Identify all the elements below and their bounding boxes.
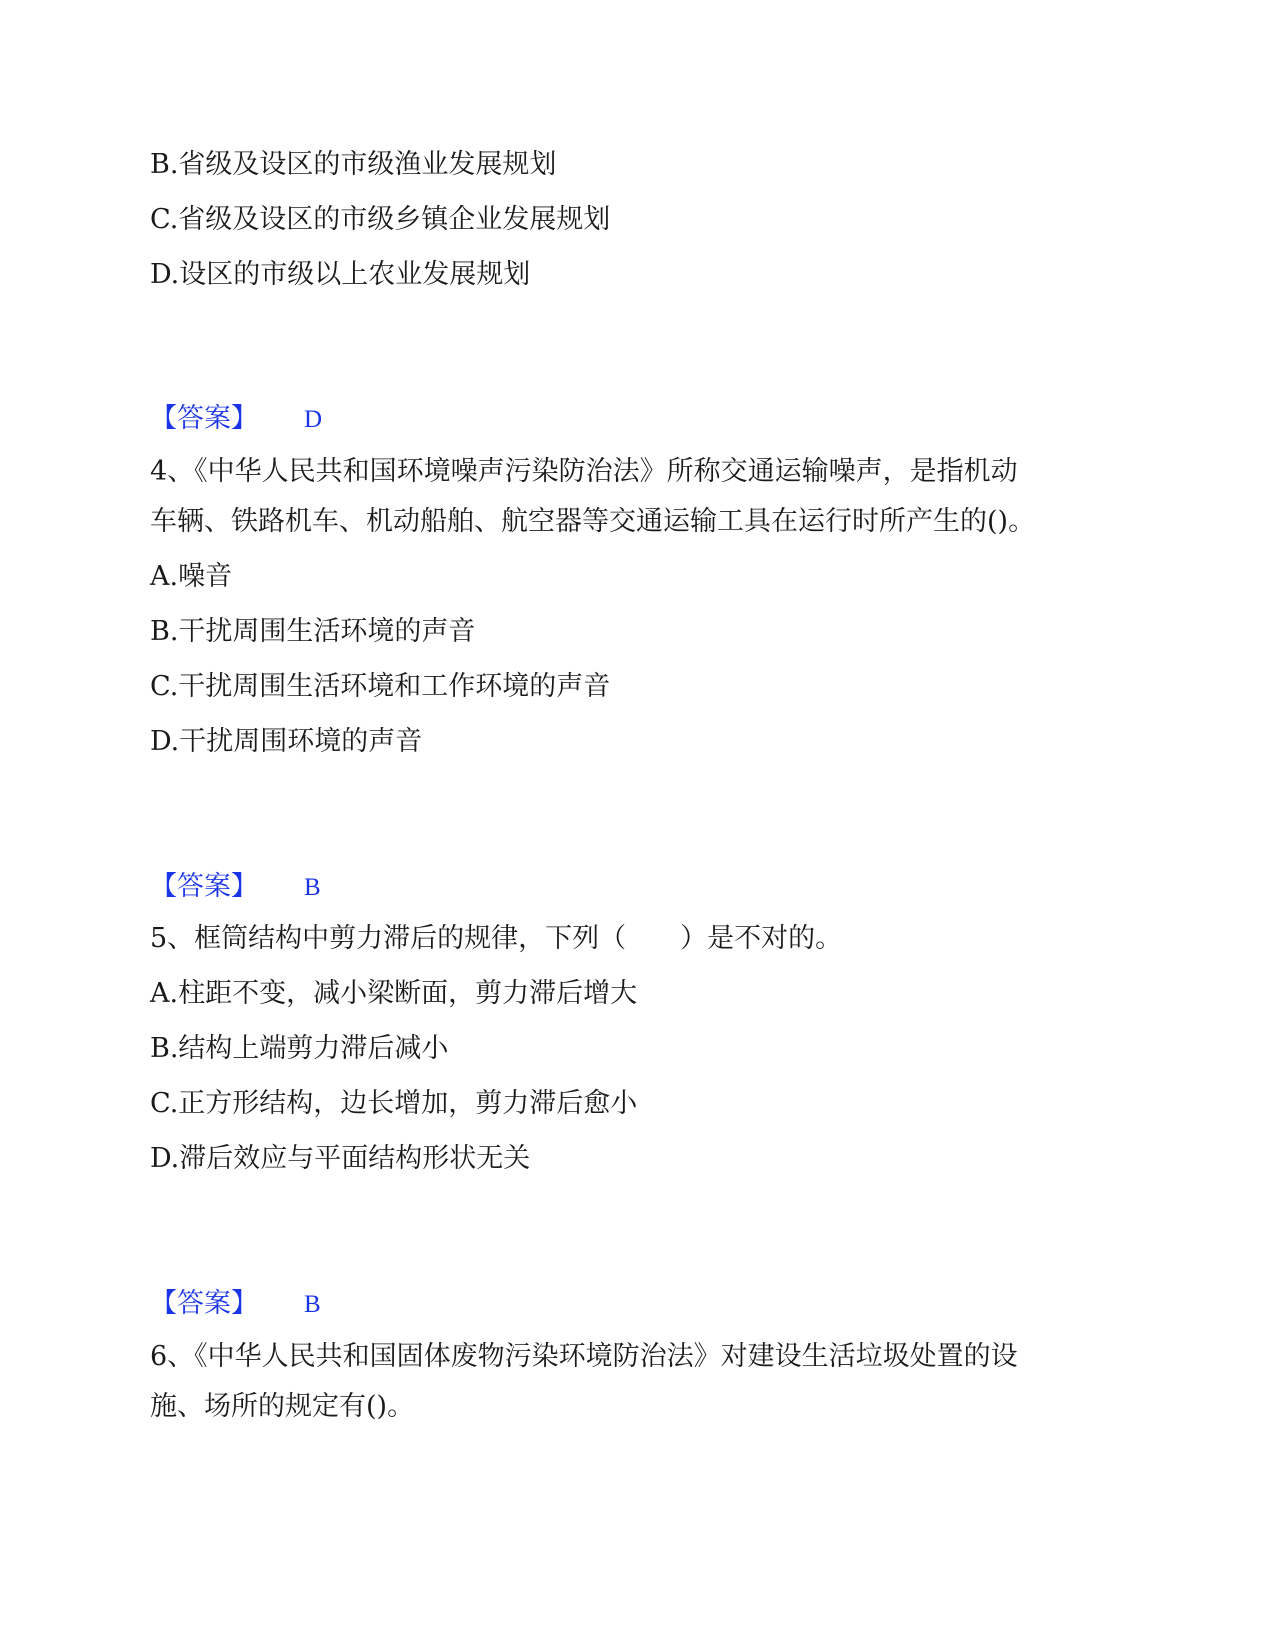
q5-answer	[150, 1287, 321, 1322]
q5-option-d: D.滞后效应与平面结构形状无关	[150, 1143, 531, 1174]
q4-option-d: D.干扰周围环境的声音	[150, 726, 423, 757]
q3-option-b: B.省级及设区的市级渔业发展规划	[150, 149, 557, 180]
q5-answer-label: 【答案】	[150, 1288, 258, 1319]
q3-answer-value: D	[304, 406, 323, 433]
q4-answer-value: B	[304, 874, 321, 901]
q3-answer-label: 【答案】	[150, 403, 258, 434]
q5-option-a: A.柱距不变，减小梁断面，剪力滞后增大	[150, 978, 638, 1009]
q3-answer	[150, 402, 322, 437]
q4-answer	[150, 870, 321, 905]
q6-stem-line1: 6、《中华人民共和国固体废物污染环境防治法》对建设生活垃圾处置的设	[150, 1341, 1018, 1372]
q5-answer-value: B	[304, 1291, 321, 1318]
q4-option-c: C.干扰周围生活环境和工作环境的声音	[150, 671, 611, 702]
q5-stem: 5、框筒结构中剪力滞后的规律，下列（ ）是不对的。	[150, 923, 843, 954]
q4-stem-line2: 车辆、铁路机车、机动船舶、航空器等交通运输工具在运行时所产生的()。	[150, 506, 1036, 537]
q4-option-b: B.干扰周围生活环境的声音	[150, 616, 476, 647]
q4-option-a: A.噪音	[150, 561, 233, 592]
q3-option-d: D.设区的市级以上农业发展规划	[150, 259, 531, 290]
q5-option-c: C.正方形结构，边长增加，剪力滞后愈小	[150, 1088, 638, 1119]
q6-stem-line2: 施、场所的规定有()。	[150, 1391, 415, 1422]
q4-answer-label: 【答案】	[150, 871, 258, 902]
q4-stem-line1: 4、《中华人民共和国环境噪声污染防治法》所称交通运输噪声，是指机动	[150, 456, 1018, 487]
q5-option-b: B.结构上端剪力滞后减小	[150, 1033, 449, 1064]
q3-option-c: C.省级及设区的市级乡镇企业发展规划	[150, 204, 611, 235]
